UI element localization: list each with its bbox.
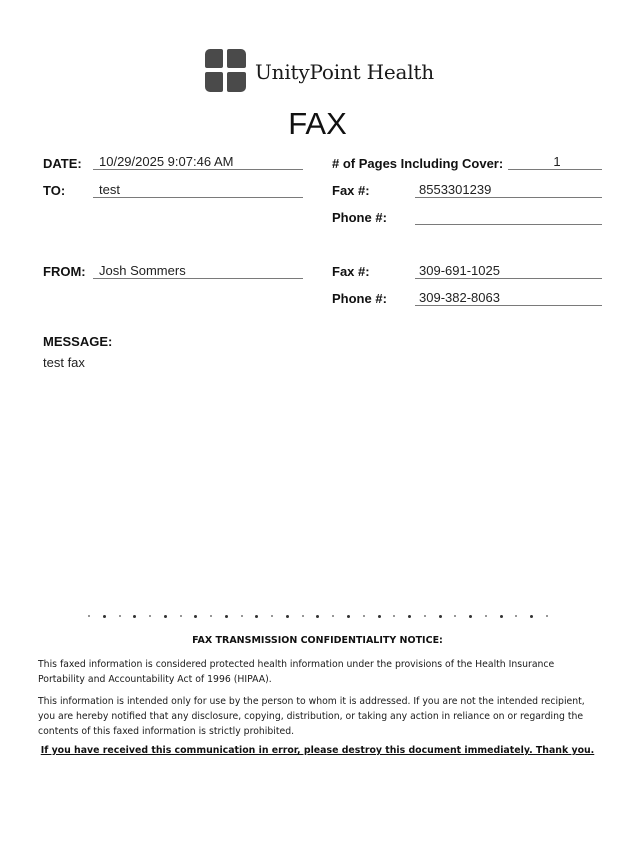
to-label: TO: bbox=[43, 183, 66, 198]
notice-paragraph-hipaa: This faxed information is considered protected health information under the provisions of the Health Insurance Portability and Accountability Act of 1996 (HIPAA). bbox=[38, 659, 555, 685]
cross-quadrant-logo-icon bbox=[205, 49, 246, 92]
pages-label: # of Pages Including Cover: bbox=[332, 156, 504, 171]
from-phone-label: Phone #: bbox=[332, 291, 387, 306]
message-body: test fax bbox=[43, 355, 85, 370]
page-title: FAX bbox=[288, 106, 347, 141]
pages-field: 1 bbox=[508, 154, 602, 170]
message-label: MESSAGE: bbox=[43, 334, 113, 349]
to-fax-field: 8553301239 bbox=[415, 182, 602, 198]
notice-title: FAX TRANSMISSION CONFIDENTIALITY NOTICE: bbox=[192, 635, 443, 646]
from-label: FROM: bbox=[43, 264, 86, 279]
from-fax-field: 309-691-1025 bbox=[415, 263, 602, 279]
date-label: DATE: bbox=[43, 156, 82, 171]
notice-paragraph-intended-recipient: This information is intended only for use by the person to whom it is addressed. If you are not the intended recipient, you are hereby notified that any disclosure, copying, distribution, or taking any action in reliance on or regarding the contents of this faxed information is strictly prohibited. bbox=[38, 696, 585, 737]
dotted-separator bbox=[88, 613, 548, 619]
logo-text: UnityPoint Health bbox=[255, 59, 434, 84]
notice-footer: If you have received this communication in error, please destroy this document immediately. Thank you. bbox=[40, 745, 595, 756]
from-field: Josh Sommers bbox=[93, 263, 303, 279]
to-phone-label: Phone #: bbox=[332, 210, 387, 225]
from-phone-field: 309-382-8063 bbox=[415, 290, 602, 306]
from-fax-label: Fax #: bbox=[332, 264, 370, 279]
to-phone-field bbox=[415, 209, 602, 225]
to-fax-label: Fax #: bbox=[332, 183, 370, 198]
to-field: test bbox=[93, 182, 303, 198]
unitypoint-logo bbox=[205, 49, 434, 92]
date-field: 10/29/2025 9:07:46 AM bbox=[93, 154, 303, 170]
